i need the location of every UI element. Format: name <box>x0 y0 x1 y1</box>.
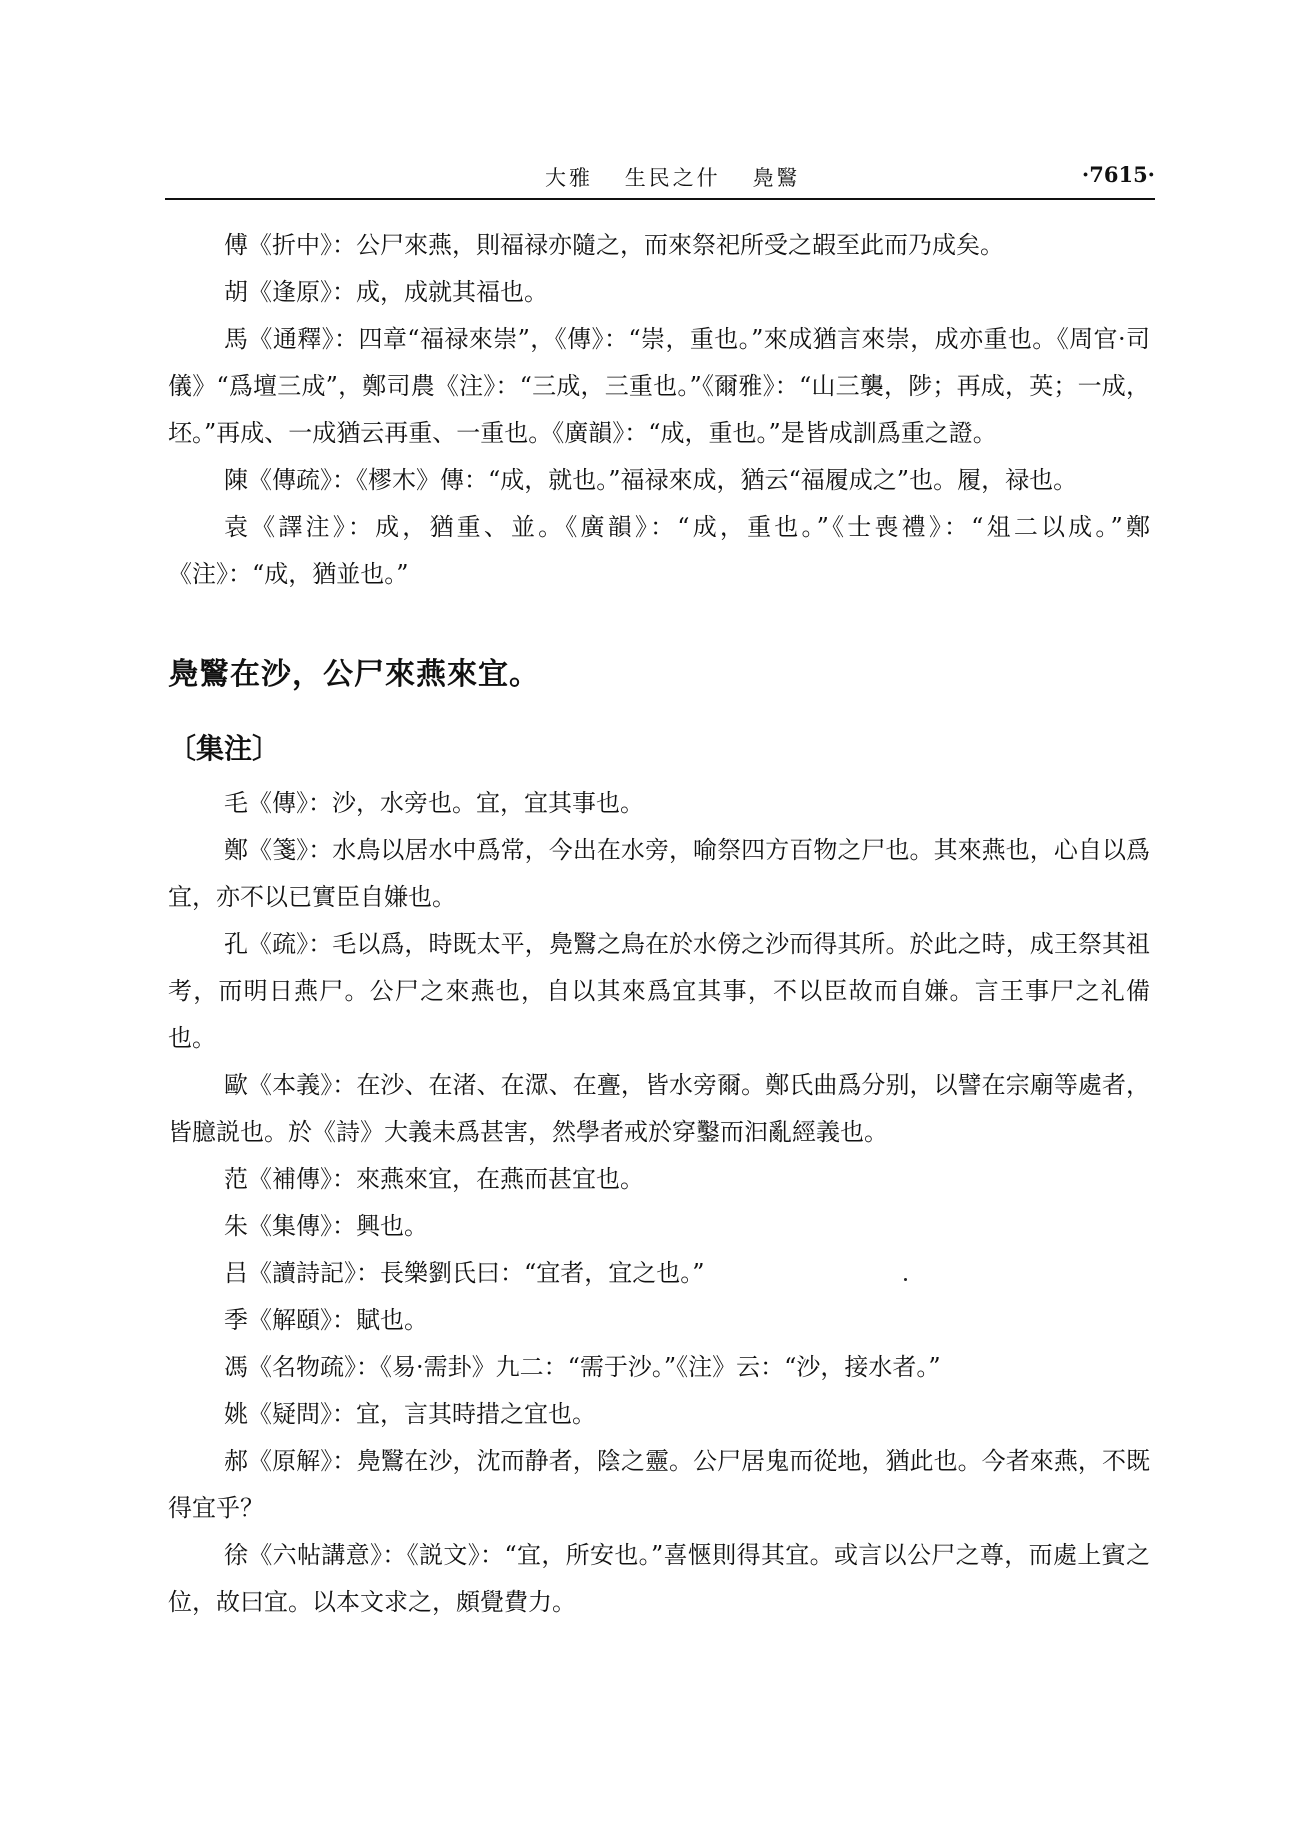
commentary-paragraph: 袁《譯注》：成，猶重、並。《廣韻》：“成，重也。”《士喪禮》：“俎二以成。”鄭《注》：“成，猶並也。” <box>168 513 1150 588</box>
running-header <box>165 156 1155 202</box>
commentary-paragraph: 歐《本義》：在沙、在渚、在潀、在亹，皆水旁爾。鄭氏曲爲分别，以譬在宗廟等處者，皆臆説也。於《詩》大義未爲甚害，然學者戒於穿鑿而汩亂經義也。 <box>168 1071 1150 1146</box>
commentary-paragraph: 季《解頤》：賦也。 <box>224 1306 428 1334</box>
commentary-paragraph: 陳《傳疏》：《樛木》傳：“成，就也。”福禄來成，猶云“福履成之”也。履，禄也。 <box>224 466 1078 494</box>
running-title-part: 生民之什 <box>624 166 721 190</box>
commentary-paragraph: 鄭《箋》：水鳥以居水中爲常，今出在水旁，喻祭四方百物之尸也。其來燕也，心自以爲宜，亦不以已實臣自嫌也。 <box>168 836 1150 911</box>
commentary-paragraph: 郝《原解》：鳧鷖在沙，沈而静者，陰之靈。公尸居鬼而從地，猶此也。今者來燕，不既得宜乎？ <box>168 1447 1150 1522</box>
commentary-paragraph: 朱《集傳》：興也。 <box>224 1212 428 1240</box>
running-title-part: 大雅 <box>545 166 593 190</box>
page-body <box>168 222 1150 1626</box>
scan-speck <box>904 1278 907 1281</box>
commentary-paragraph: 吕《讀詩記》：長樂劉氏曰：“宜者，宜之也。” <box>224 1259 705 1287</box>
running-title <box>545 162 822 192</box>
page-number: ·7615· <box>1081 162 1155 187</box>
commentary-paragraph: 徐《六帖講意》：《説文》：“宜，所安也。”喜愜則得其宜。或言以公尸之尊，而處上賓之位，故曰宜。以本文求之，頗覺費力。 <box>168 1541 1150 1616</box>
commentary-paragraph: 孔《疏》：毛以爲，時既太平，鳧鷖之鳥在於水傍之沙而得其所。於此之時，成王祭其祖考，而明日燕尸。公尸之來燕也，自以其來爲宜其事，不以臣故而自嫌。言王事尸之礼備也。 <box>168 930 1150 1052</box>
commentary-paragraph: 姚《疑問》：宜，言其時措之宜也。 <box>224 1400 596 1428</box>
commentary-paragraph: 胡《逢原》：成，成就其福也。 <box>224 278 548 306</box>
commentary-paragraph: 毛《傳》：沙，水旁也。宜，宜其事也。 <box>224 789 644 817</box>
section-title: 〔集注〕 <box>168 732 281 765</box>
header-rule <box>165 198 1155 200</box>
commentary-paragraph: 馮《名物疏》：《易·需卦》九二：“需于沙。”《注》云：“沙，接水者。” <box>224 1353 941 1381</box>
verse-line: 鳧鷖在沙，公尸來燕來宜。 <box>168 657 540 692</box>
commentary-paragraph: 馬《通釋》：四章“福禄來崇”，《傳》：“崇，重也。”來成猶言來崇，成亦重也。《周官·司儀》“爲壇三成”，鄭司農《注》：“三成，三重也。”《爾雅》：“山三襲，陟；再成，英；一成，坯。”再成、一成猶云再重、一重也。《廣韻》：“成，重也。”是皆成訓爲重之證。 <box>168 325 1150 447</box>
commentary-paragraph: 范《補傳》：來燕來宜，在燕而甚宜也。 <box>224 1165 644 1193</box>
running-title-part: 鳧鷖 <box>752 166 801 190</box>
commentary-paragraph: 傅《折中》：公尸來燕，則福禄亦隨之，而來祭祀所受之嘏至此而乃成矣。 <box>224 231 1004 259</box>
